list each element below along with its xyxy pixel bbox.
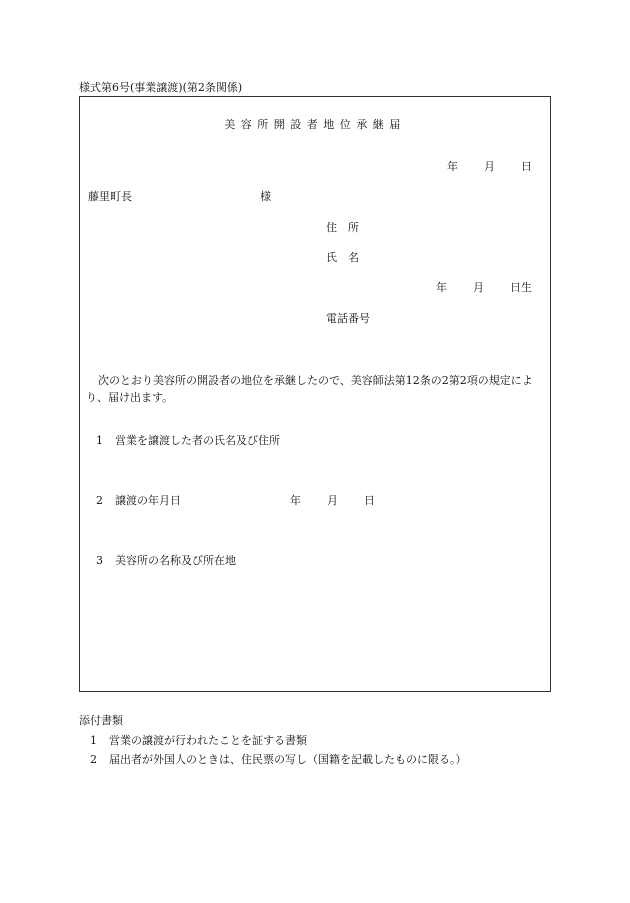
date-month-label: 月	[484, 160, 495, 173]
attachments-title: 添付書類	[79, 714, 123, 727]
item-number: 1	[96, 434, 103, 447]
transfer-date	[290, 493, 375, 509]
form-title: 美容所開設者地位承継届	[224, 118, 406, 131]
birth-year-label: 年	[436, 281, 447, 294]
attachment-number: 2	[90, 753, 97, 766]
name-label: 氏 名	[326, 251, 359, 264]
attachment-item-1	[90, 733, 307, 749]
item-2	[96, 493, 181, 509]
item-label: 営業を譲渡した者の氏名及び住所	[115, 434, 280, 447]
birth-month-label: 月	[473, 281, 484, 294]
attachment-item-2	[90, 752, 467, 768]
address-label: 住 所	[326, 221, 359, 234]
form-label: 様式第6号(事業譲渡)(第2条関係)	[79, 81, 243, 94]
recipient-suffix: 様	[260, 190, 271, 203]
attachment-text: 営業の譲渡が行われたことを証する書類	[109, 734, 307, 747]
body-text: 次のとおり美容所の開設者の地位を承継したので、美容師法第12条の2第2項の規定により、届け出ます。	[86, 374, 533, 404]
recipient: 藤里町長	[88, 190, 132, 203]
form-frame	[79, 96, 551, 692]
item-number: 3	[96, 554, 103, 567]
item-number: 2	[96, 494, 103, 507]
date-day-label: 日	[521, 160, 532, 173]
attachment-text: 届出者が外国人のときは、住民票の写し（国籍を記載したものに限る。）	[109, 753, 467, 766]
transfer-year-label: 年	[290, 494, 301, 507]
item-1	[96, 433, 280, 449]
transfer-day-label: 日	[364, 494, 375, 507]
submission-date	[447, 159, 532, 175]
date-year-label: 年	[447, 160, 458, 173]
phone-label: 電話番号	[326, 312, 370, 325]
item-label: 譲渡の年月日	[115, 494, 181, 507]
item-3	[96, 553, 236, 569]
item-label: 美容所の名称及び所在地	[115, 554, 236, 567]
birth-day-label: 日生	[510, 281, 532, 294]
transfer-month-label: 月	[327, 494, 338, 507]
birth-date	[436, 280, 532, 296]
attachment-number: 1	[90, 734, 97, 747]
